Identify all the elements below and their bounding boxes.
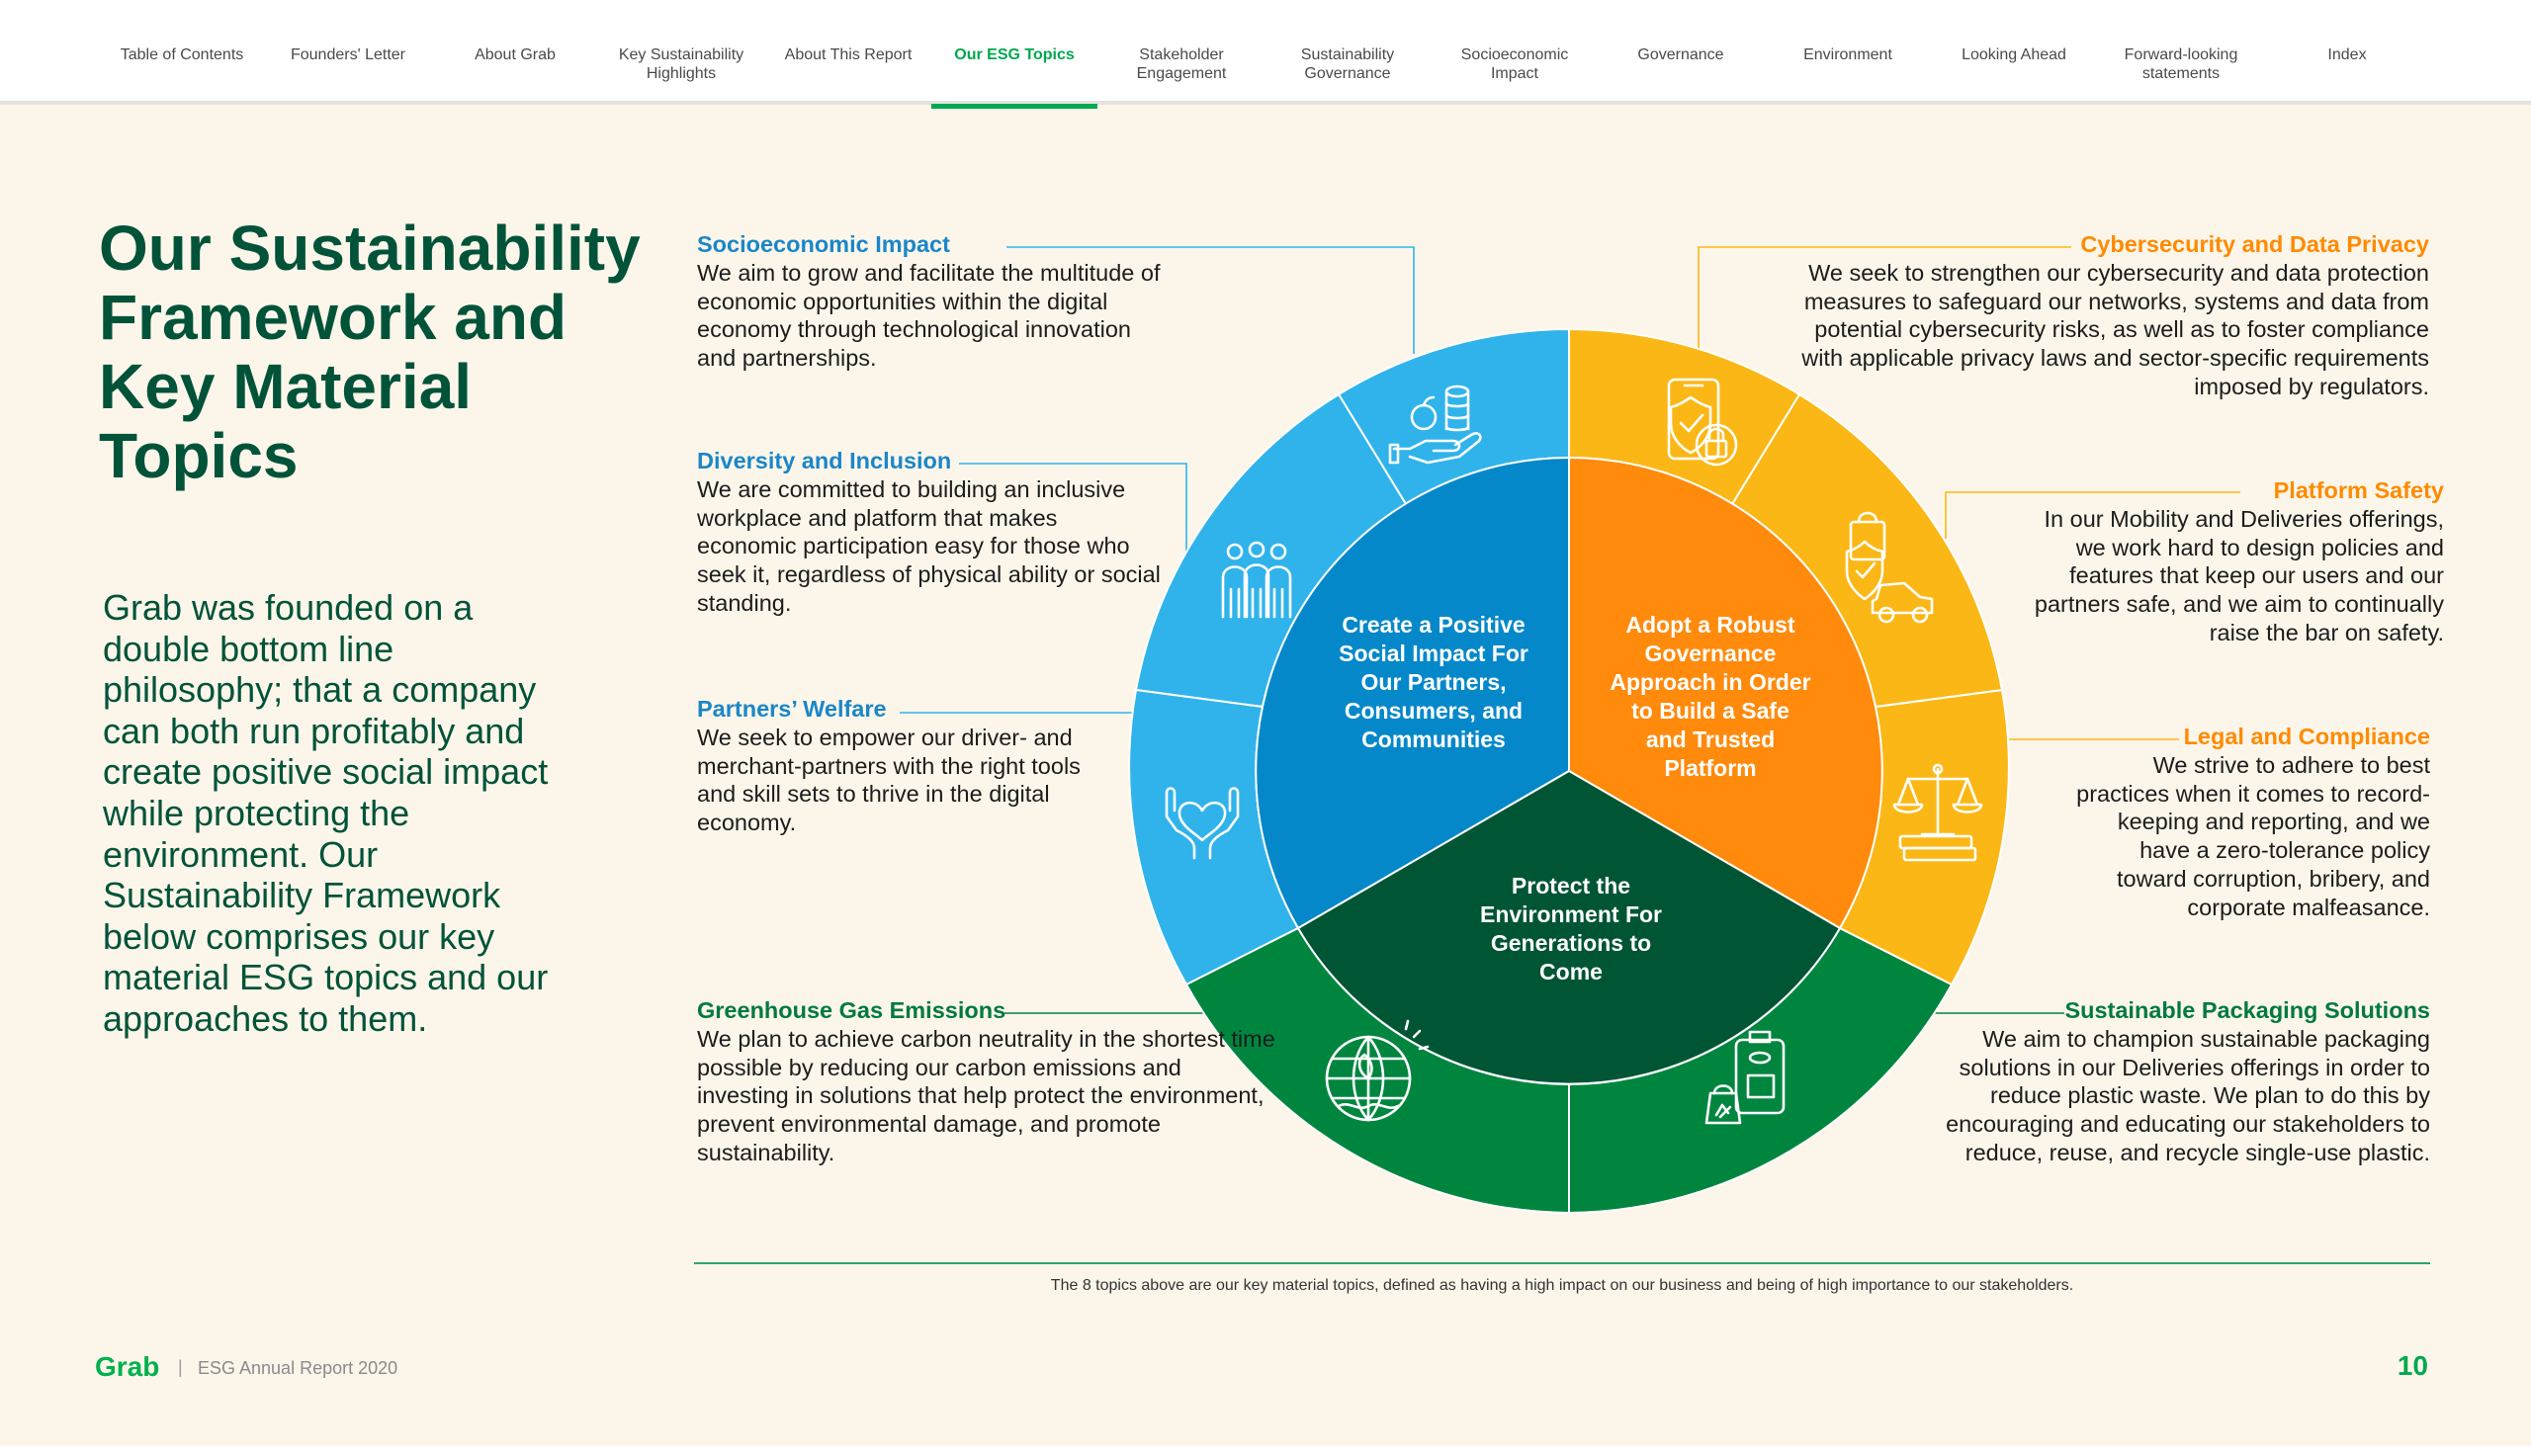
nav-item-index[interactable]: Index (2327, 46, 2367, 63)
topic-title: Partners’ Welfare (697, 696, 887, 722)
topic-body: We aim to grow and facilitate the multitude of economic opportunities within the digital economy through technological innovation and partnerships. (697, 259, 1161, 372)
nav-item-table-of-contents[interactable]: Table of Contents (120, 46, 244, 63)
footer-separator: | (178, 1357, 183, 1377)
report-name: ESG Annual Report 2020 (198, 1358, 398, 1378)
pillar-governance-text: Adopt a Robust Governance Approach in Order to Build a Safe and Trusted Platform (1610, 612, 1811, 781)
topic-sustainable-packaging (1928, 996, 2430, 1167)
bottom-strip (0, 1446, 2531, 1456)
grab-logo[interactable]: Grab (95, 1351, 160, 1382)
topic-partners-welfare (697, 695, 1083, 837)
topic-body: We seek to strengthen our cybersecurity and data protection measures to safeguard our networks, systems and data from potential cybersecurity risks, as well as to foster compliance with applicable privacy laws and sector-specific requirements imposed by regulators. (1801, 259, 2429, 399)
footnote-divider (694, 1262, 2430, 1264)
nav-item-key-sustainability-highlights[interactable]: Key Sustainability Highlights (618, 46, 744, 82)
topic-title: Diversity and Inclusion (697, 448, 952, 473)
intro-text: Grab was founded on a double bottom line philosophy; that a company can both run profitably and create positive social impact while protecting the environment. Our Sustainability Framework below comprises our key material ESG topics and our approaches to them. (103, 587, 549, 1039)
nav-item-stakeholder-engagement[interactable]: Stakeholder Engagement (1136, 46, 1227, 82)
nav-item-sustainability-governance[interactable]: Sustainability Governance (1300, 46, 1395, 82)
topic-body: We are committed to building an inclusive workplace and platform that makes economic participation easy for those who seek it, regardless of physical ability or social standing. (697, 475, 1161, 616)
topic-body: We seek to empower our driver- and merchant-partners with the right tools and skill sets to thrive in the digital economy. (697, 724, 1081, 836)
footnote: The 8 topics above are our key material topics, defined as having a high impact on our business and being of high importance to our stakeholders. (1050, 1277, 2074, 1294)
topic-body: In our Mobility and Deliveries offerings, we work hard to design policies and features that keep our users and our partners safe, and we aim to continually raise the bar on safety. (2034, 505, 2444, 645)
topic-body: We strive to adhere to best practices when it comes to record-keeping and reporting, and we have a zero-tolerance policy toward corruption, bribery, and corporate malfeasance. (2076, 751, 2430, 920)
pillar-social-text: Create a Positive Social Impact For Our Partners, Consumers, and Communities (1339, 612, 1528, 752)
nav-item-forward-looking-statements[interactable]: Forward-looking statements (2124, 46, 2238, 82)
topic-legal-compliance (2064, 723, 2430, 922)
topic-body: We aim to champion sustainable packaging solutions in our Deliveries offerings in order to reduce plastic waste. We plan to do this by encouraging and educating our stakeholders to reduce, reuse, and recycle single-use plastic. (1946, 1025, 2430, 1165)
nav-item-looking-ahead[interactable]: Looking Ahead (1962, 46, 2066, 63)
nav-item-our-esg-topics[interactable]: Our ESG Topics (931, 0, 1097, 105)
topic-ghg-emissions (697, 996, 1275, 1167)
topic-platform-safety (2017, 476, 2444, 647)
topic-title: Platform Safety (2273, 477, 2444, 503)
page-number: 10 (2397, 1350, 2428, 1381)
topic-title: Cybersecurity and Data Privacy (2080, 231, 2429, 257)
topic-diversity-inclusion (697, 447, 1162, 618)
nav-item-about-this-report[interactable]: About This Report (784, 46, 913, 63)
topic-cybersecurity-privacy (1775, 230, 2429, 401)
pillar-environment-text: Protect the Environment For Generations to Come (1479, 873, 1663, 985)
nav-item-socioeconomic-impact[interactable]: Socioeconomic Impact (1460, 46, 1569, 82)
topic-title: Sustainable Packaging Solutions (2064, 997, 2430, 1023)
page-title: Our Sustainability Framework and Key Material Topics (99, 213, 641, 491)
topic-socioeconomic-impact (697, 230, 1172, 373)
topic-body: We plan to achieve carbon neutrality in the shortest time possible by reducing our carbon emissions and investing in solutions that help protect the environment, prevent environmental damage, and promote sustainability. (697, 1025, 1275, 1165)
nav-item-governance[interactable]: Governance (1637, 46, 1724, 63)
nav-item-about-grab[interactable]: About Grab (475, 46, 556, 63)
topic-title: Socioeconomic Impact (697, 231, 950, 257)
nav-item-environment[interactable]: Environment (1803, 46, 1892, 63)
nav-item-founders-letter[interactable]: Founders' Letter (290, 46, 405, 63)
topic-title: Greenhouse Gas Emissions (697, 997, 1006, 1023)
topic-title: Legal and Compliance (2183, 724, 2430, 749)
